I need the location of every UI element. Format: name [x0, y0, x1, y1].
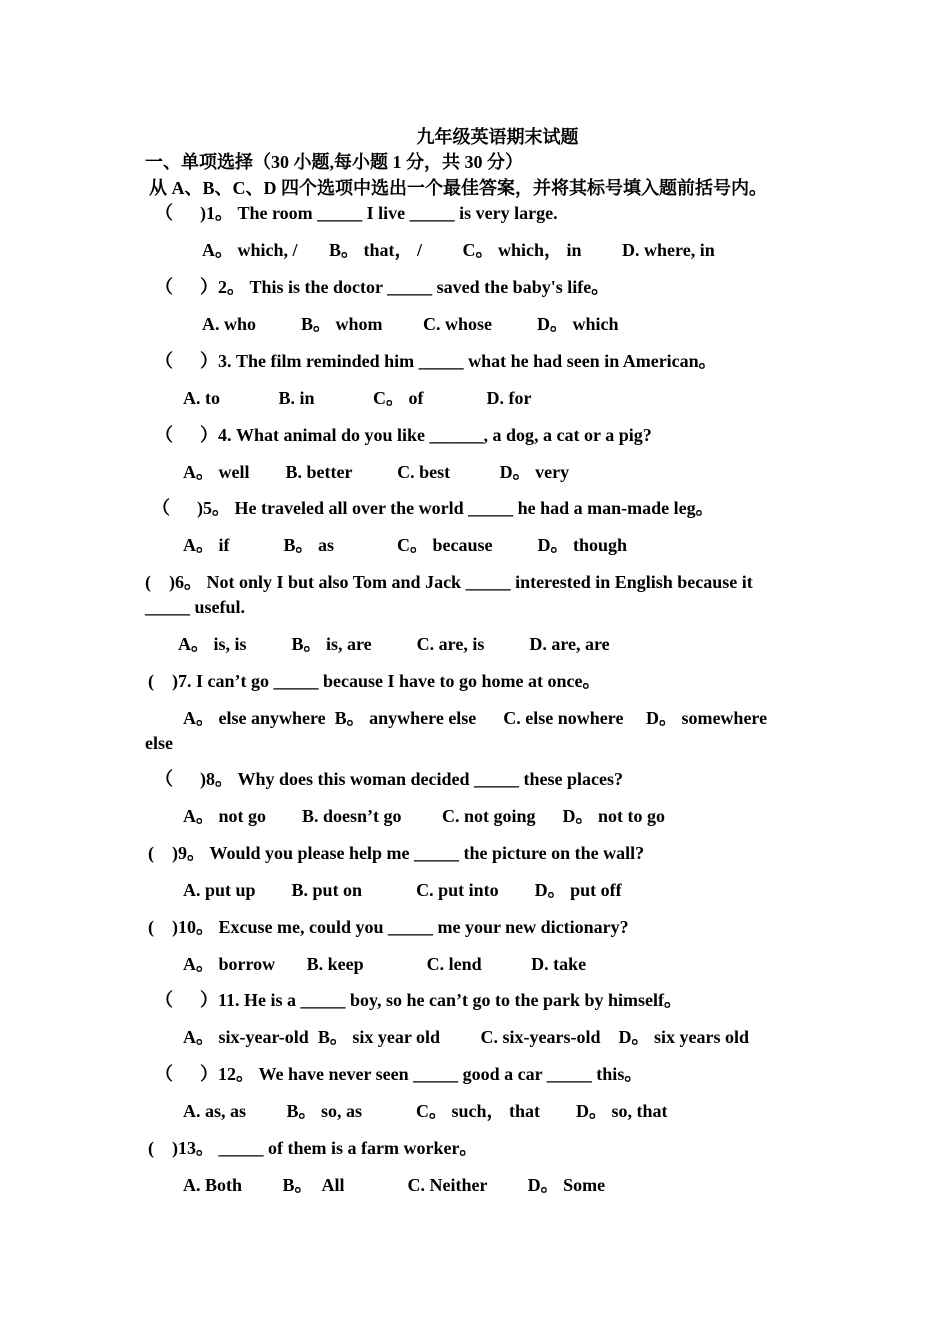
options-line: A。 is, is B。 is, are C. are, is D. are, are: [178, 634, 610, 654]
question-line: （ )1。 The room _____ I live _____ is very large.: [155, 203, 558, 223]
options-line-continued: else: [145, 733, 173, 753]
question-line-continued: _____ useful.: [145, 597, 246, 617]
options-line: A. as, as B。 so, as C。 such， that D。 so, that: [183, 1101, 668, 1121]
options-line: A. Both B。 All C. Neither D。 Some: [183, 1175, 606, 1195]
question-line: ( )13。 _____ of them is a farm worker。: [148, 1138, 478, 1158]
options-line: A。 if B。 as C。 because D。 though: [183, 535, 628, 555]
options-line: A. who B。 whom C. whose D。 which: [202, 314, 619, 334]
options-line: A. put up B. put on C. put into D。 put off: [183, 880, 622, 900]
section-instruction: 从 A、B、C、D 四个选项中选出一个最佳答案，并将其标号填入题前括号内。: [149, 178, 767, 198]
options-line: A. to B. in C。 of D. for: [183, 388, 532, 408]
options-line: A。 not go B. doesn’t go C. not going D。 not to go: [183, 806, 666, 826]
question-line: ( )9。 Would you please help me _____ the picture on the wall?: [148, 843, 645, 863]
question-line: （ ）12。 We have never seen _____ good a car _____ this。: [155, 1064, 643, 1084]
question-line: （ )8。 Why does this woman decided _____ these places?: [155, 769, 624, 789]
page-title: 九年级英语期末试题: [416, 127, 579, 147]
question-line: （ ）11. He is a _____ boy, so he can’t go to the park by himself。: [155, 990, 683, 1010]
question-line: ( )6。 Not only I but also Tom and Jack _____ interested in English because it: [145, 572, 753, 592]
options-line: A。 borrow B. keep C. lend D. take: [183, 954, 587, 974]
question-line: （ ）2。 This is the doctor _____ saved the baby's life。: [155, 277, 610, 297]
question-line: ( )7. I can’t go _____ because I have to go home at once。: [148, 671, 601, 691]
question-line: ( )10。 Excuse me, could you _____ me your new dictionary?: [148, 917, 629, 937]
question-line: （ ）3. The film reminded him _____ what he had seen in American。: [155, 351, 717, 371]
options-line: A。 six-year-old B。 six year old C. six-years-old D。 six years old: [183, 1027, 749, 1047]
options-line: A。 well B. better C. best D。 very: [183, 462, 570, 482]
section-heading: 一、单项选择（30 小题,每小题 1 分，共 30 分）: [145, 152, 523, 172]
question-line: （ ）4. What animal do you like ______, a dog, a cat or a pig?: [155, 425, 652, 445]
question-line: （ )5。 He traveled all over the world _____ he had a man-made leg。: [152, 498, 714, 518]
options-line: A。 which, / B。 that， / C。 which， in D. where, in: [202, 240, 715, 260]
options-line: A。 else anywhere B。 anywhere else C. else nowhere D。 somewhere: [183, 708, 768, 728]
